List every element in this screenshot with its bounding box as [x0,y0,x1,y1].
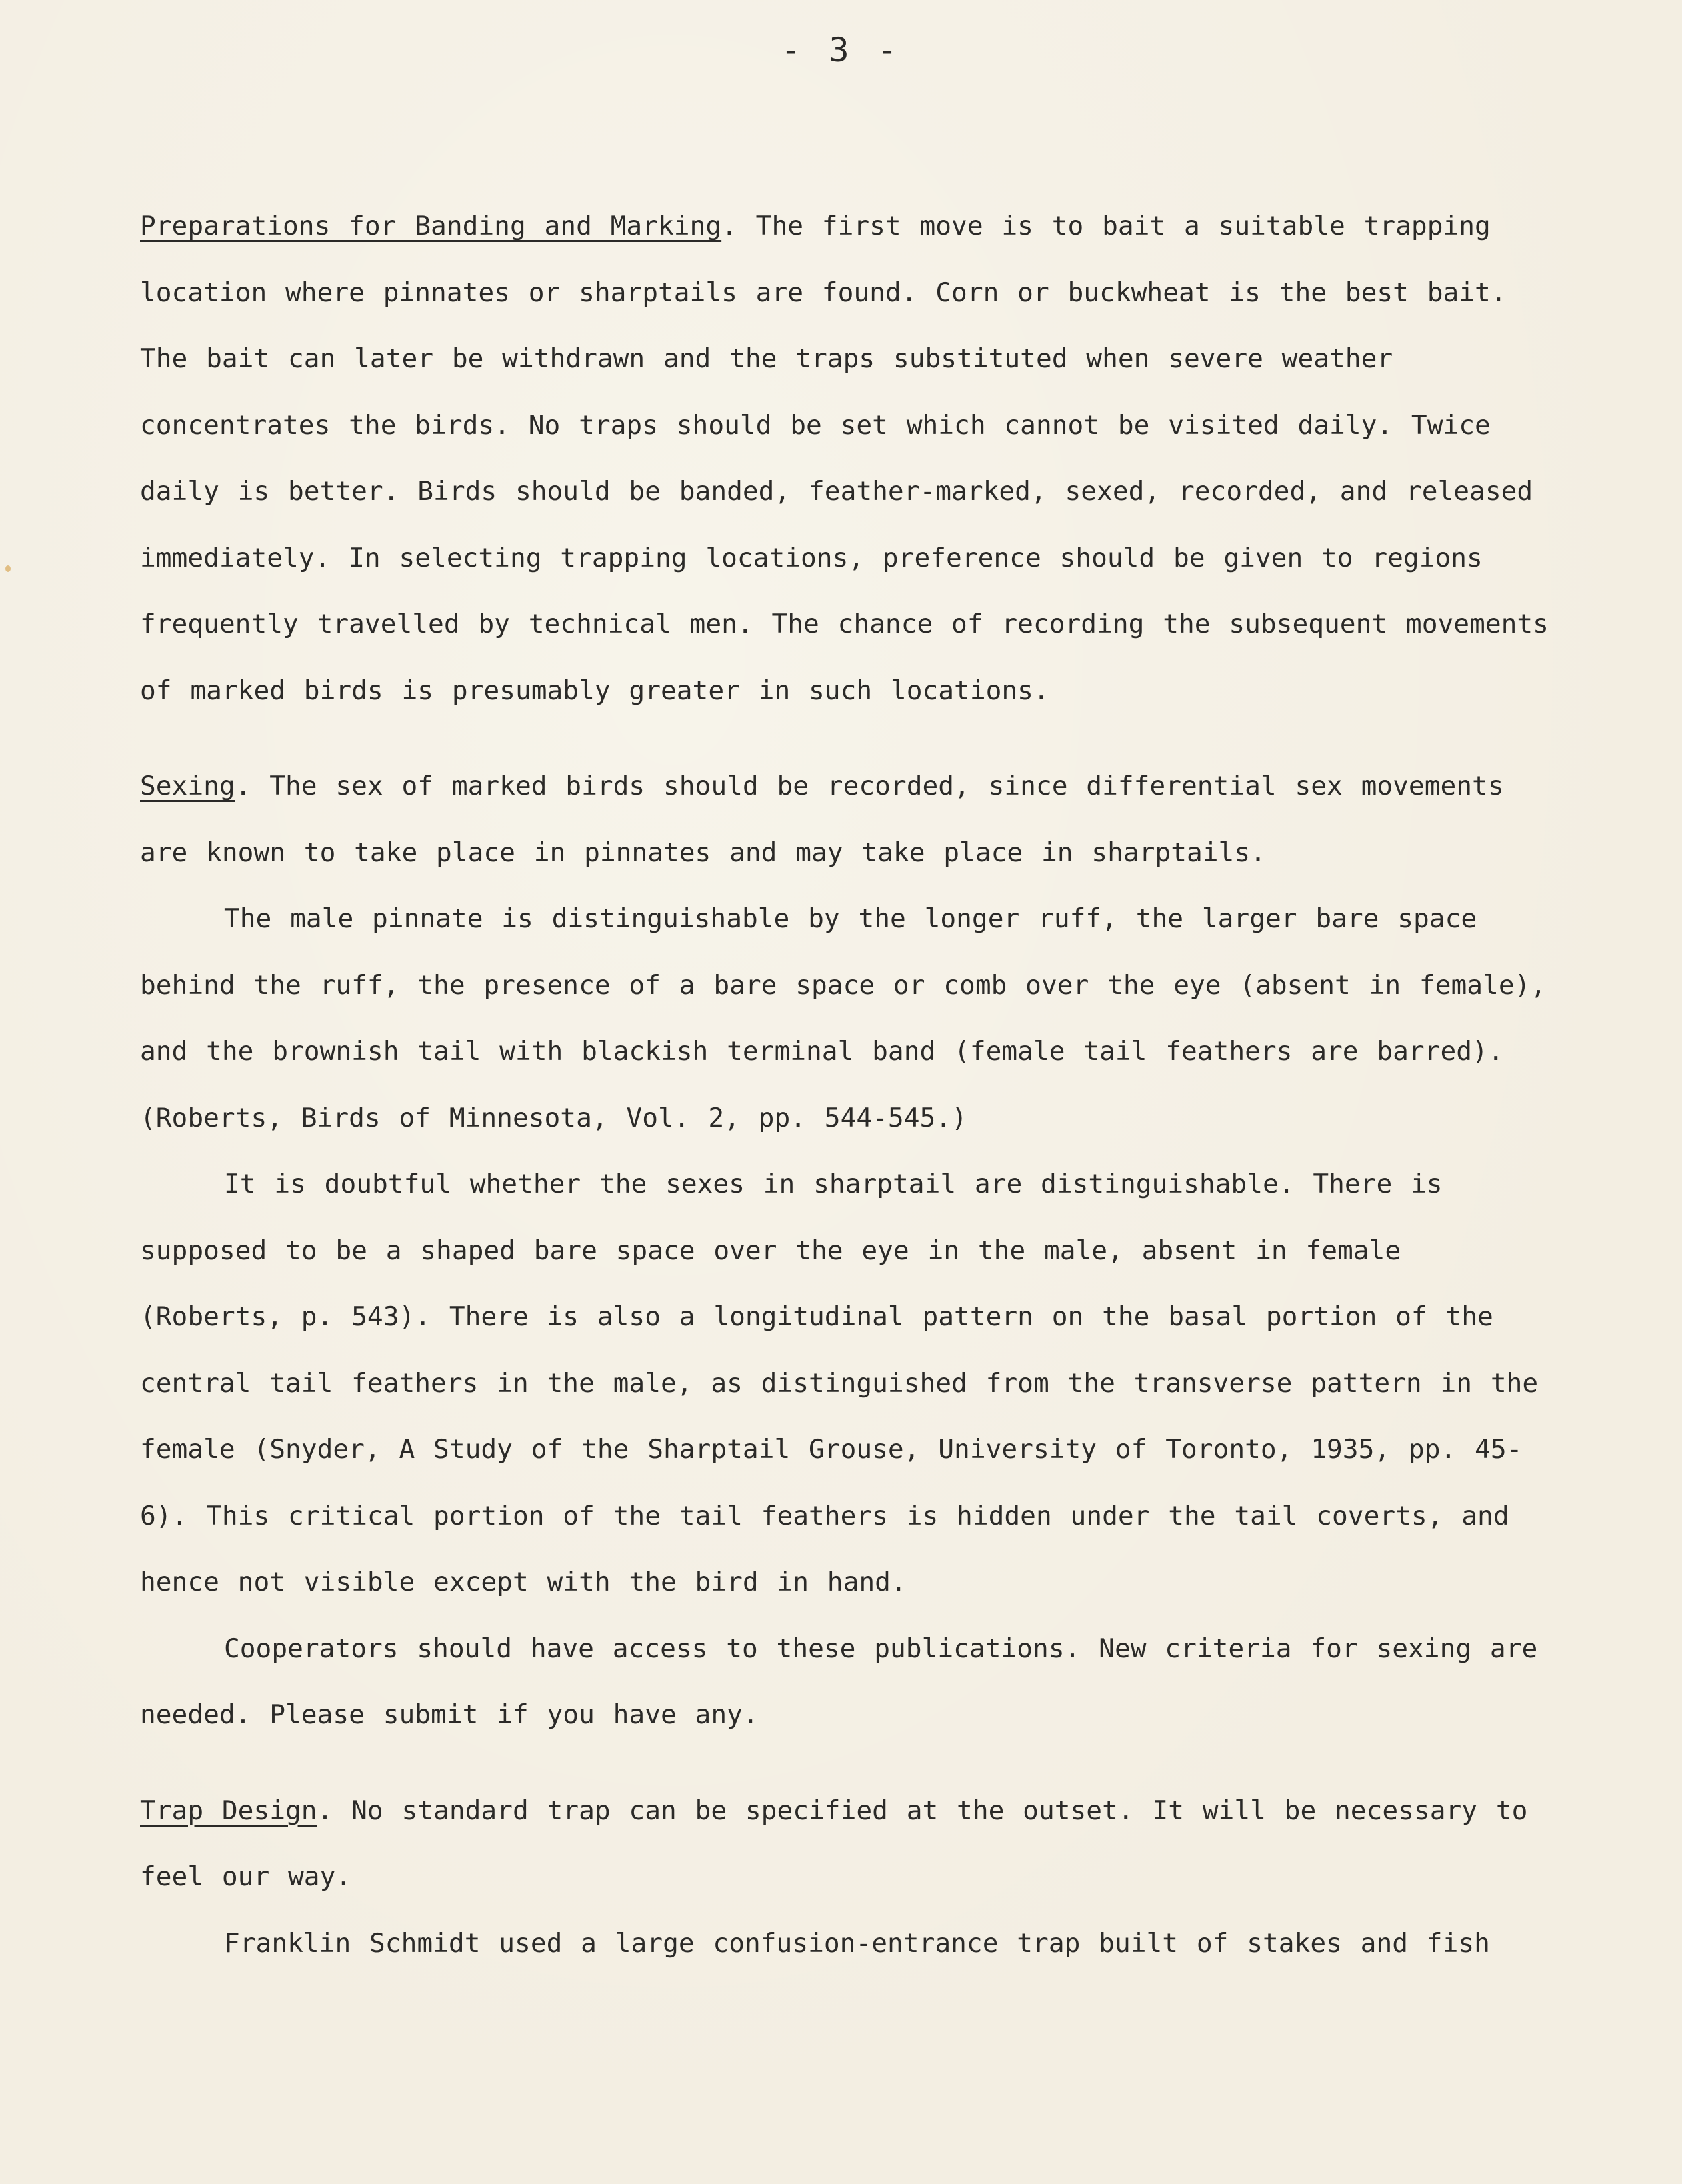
section-heading-sexing: Sexing [140,771,235,801]
section-heading-preparations: Preparations for Banding and Marking [140,211,722,241]
cooperators-paragraph: Cooperators should have access to these publications. New criteria for sexing are needed. Please submit if you have any. [140,1633,1538,1730]
sharptail-sexes-paragraph: It is doubtful whether the sexes in sharptail are distinguishable. There is supposed to be a shaped bare space over the eye in the male, absent in female (Roberts, p. 543). There is also a longitudinal pattern on the basal portion of the central tail feathers in the male, as distinguished from the transverse pattern in the female (Snyder, A Study of the Sharptail Grouse, University of Toronto, 1935, pp. 45-6). This critical portion of the tail feathers is hidden under the tail coverts, and hence not visible except with the bird in hand. [140,1169,1539,1597]
section-trap-design-paragraph [140,1778,1560,1911]
sexing-text: . The sex of marked birds should be recorded, since differential sex movements are known to take place in pinnates and may take place in sharptails. [140,771,1504,868]
franklin-schmidt-paragraph: Franklin Schmidt used a large confusion-entrance trap built of stakes and fish [224,1927,1490,1959]
section-gap [140,724,1560,753]
male-pinnate-paragraph: The male pinnate is distinguishable by the longer ruff, the larger bare space behind the ruff, the presence of a bare space or comb over the eye (absent in female), and the brownish tail with blackish terminal band (female tail feathers are barred). (Roberts, Birds of Minnesota, Vol. 2, pp. 544-545.) [140,903,1547,1133]
section-gap [140,1749,1560,1778]
trap-design-text: . No standard trap can be specified at the outset. It will be necessary to feel our way. [140,1795,1528,1892]
preparations-text: . The first move is to bait a suitable trapping location where pinnates or sharptails are found. Corn or buckwheat is the best bait. The bait can later be withdrawn and the traps substituted when severe weather concentrates the birds. No traps should be set which cannot be visited daily. Twice daily is better. Birds should be banded, feather-marked, sexed, recorded, and released immediately. In selecting trapping locations, preference should be given to regions frequently travelled by technical men. The chance of recording the subsequent movements of marked birds is presumably greater in such locations. [140,211,1549,706]
page-number: - 3 - [781,31,901,69]
section-sexing-paragraph [140,753,1560,886]
section-preparations-paragraph [140,193,1560,724]
document-body [140,193,1560,1977]
paper-stain [5,565,11,572]
section-heading-trap-design: Trap Design [140,1795,317,1826]
